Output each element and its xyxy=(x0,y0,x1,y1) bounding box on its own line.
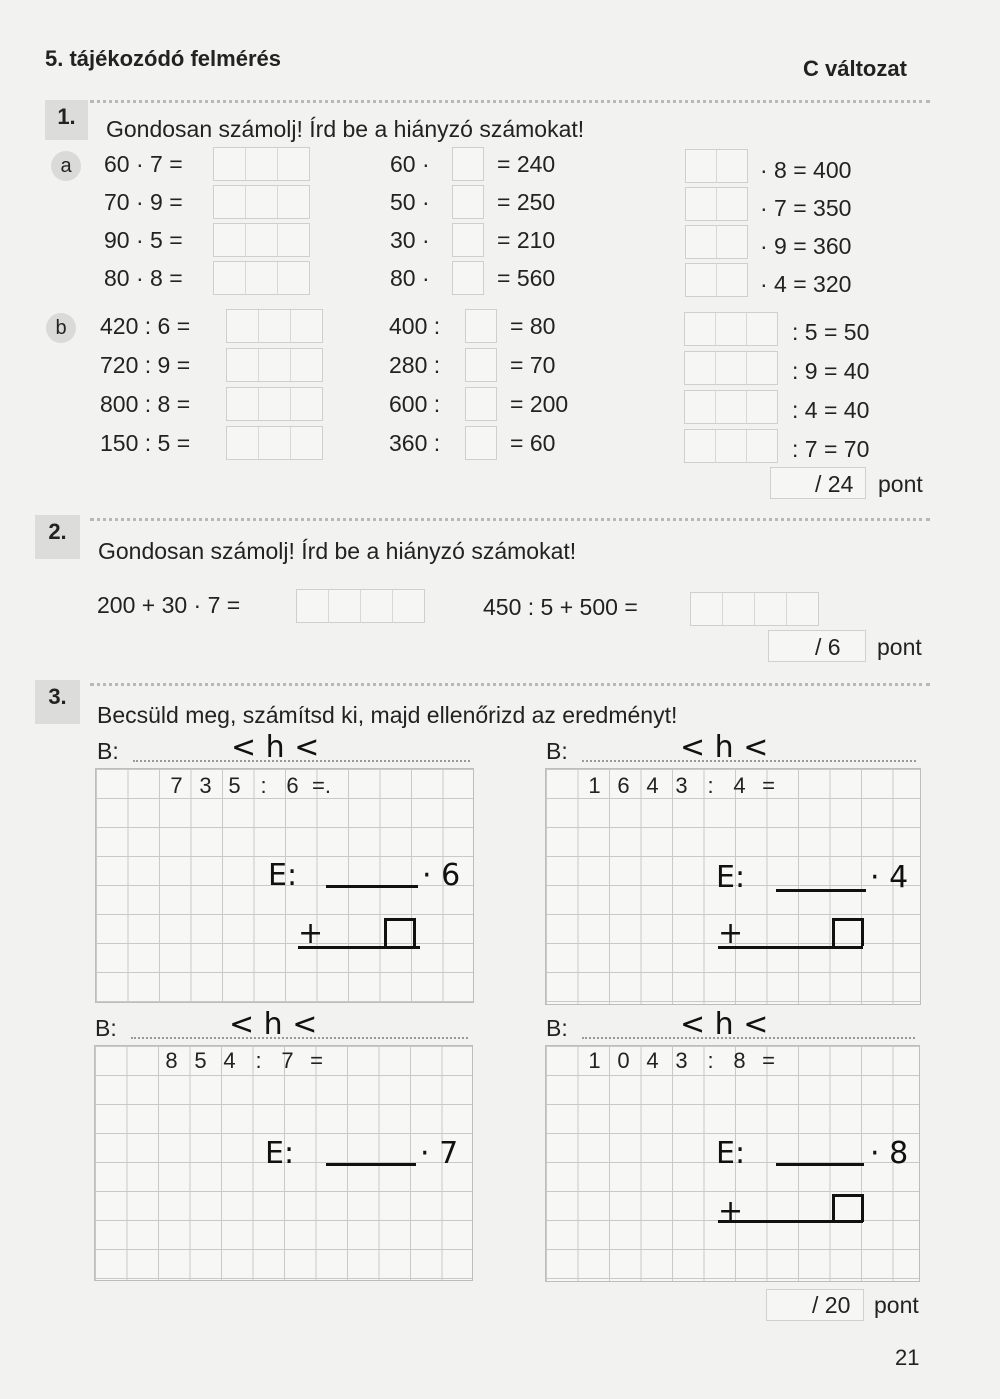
pont-label: pont xyxy=(874,1292,919,1318)
answer-cells[interactable] xyxy=(465,309,497,343)
estimate-label: B: xyxy=(95,1015,117,1041)
expression-token: 7 xyxy=(170,773,183,798)
task-instruction: Gondosan számolj! Írd be a hiányzó számokat! xyxy=(106,116,585,142)
expression: 200 + 30 · 7 = xyxy=(97,592,241,618)
answer-cells[interactable] xyxy=(685,263,748,297)
expression-token: 5 xyxy=(194,1048,207,1073)
expression-token: 4 xyxy=(646,1048,659,1073)
expression: = 240 xyxy=(497,151,556,177)
expression: = 60 xyxy=(510,430,556,456)
expression: 800 : 8 = xyxy=(100,391,191,417)
page-title: 5. tájékozódó felmérés xyxy=(45,46,281,71)
expression: 600 : xyxy=(389,391,441,417)
variant-label: C változat xyxy=(803,56,907,81)
part-label: a xyxy=(51,151,81,181)
expression-token: 0 xyxy=(617,1048,630,1073)
expression: = 250 xyxy=(497,189,556,215)
answer-cells[interactable] xyxy=(685,187,748,221)
expression: 70 · 9 = xyxy=(104,189,183,215)
expression: = 210 xyxy=(497,227,556,253)
expression-token: : xyxy=(260,773,267,798)
expression: 150 : 5 = xyxy=(100,430,191,456)
answer-line xyxy=(326,885,418,888)
remainder-box xyxy=(384,918,416,946)
answer-cells[interactable] xyxy=(452,185,484,219)
expression: 400 : xyxy=(389,313,441,339)
sum-line xyxy=(718,946,863,949)
handwritten-estimate: < h < xyxy=(680,730,769,765)
plus-sign: + xyxy=(298,916,324,951)
expression-token: 3 xyxy=(199,773,212,798)
answer-cells[interactable] xyxy=(465,348,497,382)
answer-cells[interactable] xyxy=(226,426,323,460)
expression-token: 8 xyxy=(733,1048,746,1073)
expression: : 7 = 70 xyxy=(792,436,870,462)
expression-token: = xyxy=(762,773,775,798)
answer-cells[interactable] xyxy=(452,261,484,295)
answer-cells[interactable] xyxy=(213,147,310,181)
check-multiplier: · 4 xyxy=(870,860,909,895)
expression: 90 · 5 = xyxy=(104,227,183,253)
expression: 450 : 5 + 500 = xyxy=(483,594,638,620)
expression-token: 4 xyxy=(646,773,659,798)
task-instruction: Gondosan számolj! Írd be a hiányzó számokat! xyxy=(98,538,577,564)
division-expression xyxy=(162,773,336,799)
estimate-label: B: xyxy=(546,738,568,764)
check-multiplier: · 6 xyxy=(422,858,461,893)
answer-cells[interactable] xyxy=(690,592,819,626)
expression: = 80 xyxy=(510,313,556,339)
expression: 80 · 8 = xyxy=(104,265,183,291)
expression: · 4 = 320 xyxy=(760,271,852,297)
expression: 280 : xyxy=(389,352,441,378)
answer-cells[interactable] xyxy=(684,351,778,385)
check-multiplier: · 8 xyxy=(870,1136,909,1171)
answer-line xyxy=(776,889,866,892)
answer-cells[interactable] xyxy=(684,312,778,346)
handwritten-estimate: < h < xyxy=(231,730,320,765)
answer-cells[interactable] xyxy=(685,225,748,259)
expression: = 560 xyxy=(497,265,556,291)
division-expression xyxy=(580,773,783,799)
expression-token: =. xyxy=(312,773,331,798)
answer-cells[interactable] xyxy=(684,390,778,424)
task-number: 2. xyxy=(35,515,80,559)
expression-token: : xyxy=(255,1048,262,1073)
expression: 80 · xyxy=(390,265,430,291)
estimate-label: B: xyxy=(546,1015,568,1041)
expression-token: 1 xyxy=(588,1048,601,1073)
expression: 420 : 6 = xyxy=(100,313,191,339)
expression-token: 3 xyxy=(675,1048,688,1073)
divider xyxy=(90,100,930,103)
answer-cells[interactable] xyxy=(226,309,323,343)
estimate-label: B: xyxy=(97,738,119,764)
expression: · 8 = 400 xyxy=(760,157,852,183)
expression-token: 8 xyxy=(165,1048,178,1073)
answer-cells[interactable] xyxy=(296,589,425,623)
expression: 60 · 7 = xyxy=(104,151,183,177)
answer-cells[interactable] xyxy=(465,387,497,421)
remainder-box xyxy=(832,918,864,946)
answer-cells[interactable] xyxy=(213,185,310,219)
task-number: 1. xyxy=(45,100,88,140)
expression-token: : xyxy=(707,773,714,798)
answer-cells[interactable] xyxy=(452,223,484,257)
check-label: E: xyxy=(265,1136,295,1171)
pont-label: pont xyxy=(878,471,923,497)
answer-cells[interactable] xyxy=(213,261,310,295)
divider xyxy=(90,683,930,686)
division-expression xyxy=(157,1048,331,1074)
expression: : 5 = 50 xyxy=(792,319,870,345)
check-label: E: xyxy=(716,1136,746,1171)
expression: 720 : 9 = xyxy=(100,352,191,378)
expression-token: 4 xyxy=(223,1048,236,1073)
check-multiplier: · 7 xyxy=(420,1136,459,1171)
answer-cells[interactable] xyxy=(452,147,484,181)
answer-cells[interactable] xyxy=(226,387,323,421)
answer-cells[interactable] xyxy=(684,429,778,463)
score-label: / 20 xyxy=(812,1292,851,1318)
expression: 360 : xyxy=(389,430,441,456)
remainder-box xyxy=(832,1194,864,1222)
division-expression xyxy=(580,1048,783,1074)
plus-sign: + xyxy=(718,1194,744,1229)
check-label: E: xyxy=(716,860,746,895)
score-label: / 6 xyxy=(815,634,841,660)
pont-label: pont xyxy=(877,634,922,660)
page-number: 21 xyxy=(895,1345,920,1370)
answer-line xyxy=(326,1163,416,1166)
expression-token: 1 xyxy=(588,773,601,798)
task-number: 3. xyxy=(35,680,80,724)
part-label: b xyxy=(46,313,76,343)
expression: · 9 = 360 xyxy=(760,233,852,259)
expression: = 70 xyxy=(510,352,556,378)
expression: : 4 = 40 xyxy=(792,397,870,423)
expression-token: 4 xyxy=(733,773,746,798)
handwritten-estimate: < h < xyxy=(229,1007,318,1042)
expression: 50 · xyxy=(390,189,430,215)
handwritten-estimate: < h < xyxy=(680,1007,769,1042)
expression: 30 · xyxy=(390,227,430,253)
answer-cells[interactable] xyxy=(685,149,748,183)
expression-token: = xyxy=(762,1048,775,1073)
task-instruction: Becsüld meg, számítsd ki, majd ellenőrizd az eredményt! xyxy=(97,702,678,728)
plus-sign: + xyxy=(718,916,744,951)
answer-cells[interactable] xyxy=(226,348,323,382)
sum-line xyxy=(298,946,420,949)
expression-token: 5 xyxy=(228,773,241,798)
expression-token: : xyxy=(707,1048,714,1073)
answer-line xyxy=(776,1163,864,1166)
expression: = 200 xyxy=(510,391,569,417)
expression-token: 7 xyxy=(281,1048,294,1073)
check-label: E: xyxy=(268,858,298,893)
expression-token: = xyxy=(310,1048,323,1073)
expression: : 9 = 40 xyxy=(792,358,870,384)
expression-token: 3 xyxy=(675,773,688,798)
expression: 60 · xyxy=(390,151,430,177)
expression-token: 6 xyxy=(617,773,630,798)
divider xyxy=(90,518,930,521)
score-label: / 24 xyxy=(815,471,854,497)
answer-cells[interactable] xyxy=(213,223,310,257)
answer-cells[interactable] xyxy=(465,426,497,460)
expression-token: 6 xyxy=(286,773,299,798)
expression: · 7 = 350 xyxy=(760,195,852,221)
